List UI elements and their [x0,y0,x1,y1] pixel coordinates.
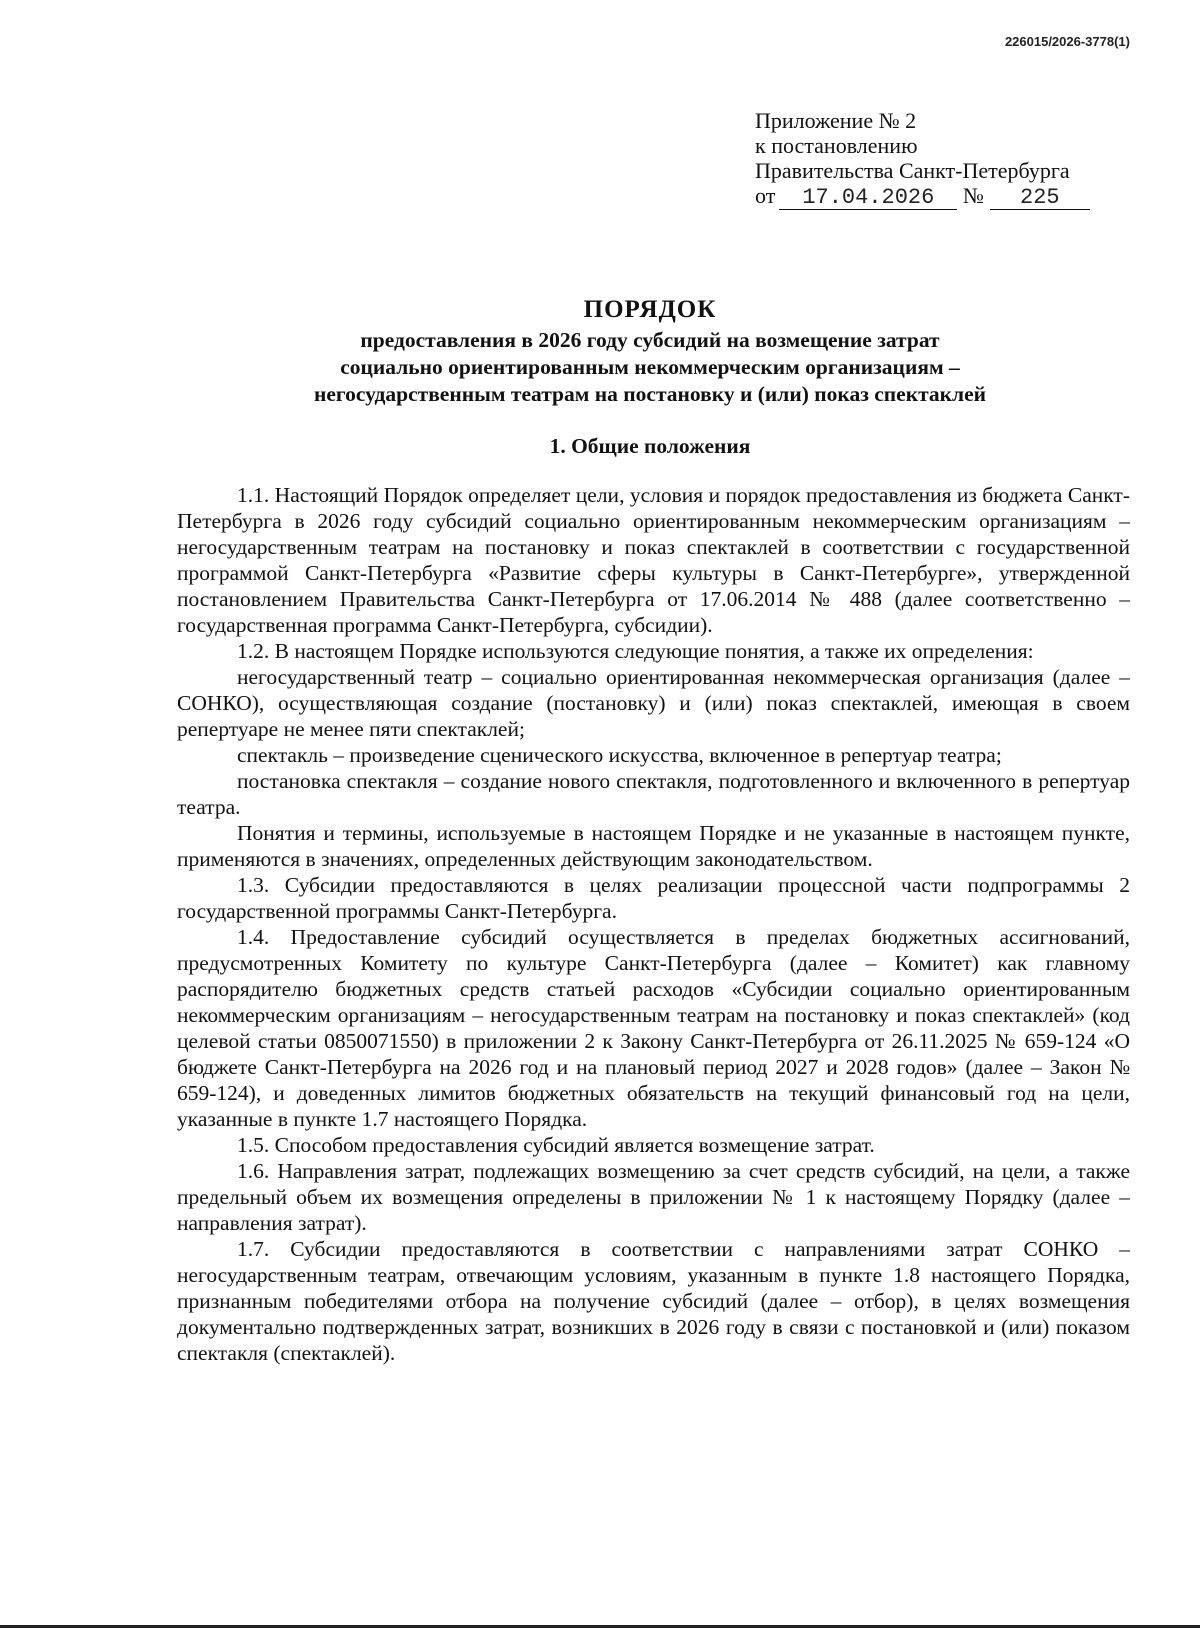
subtitle-line-3: негосударственным театрам на постановку и (или) показ спектаклей [313,382,987,406]
paragraph-terms: Понятия и термины, используемые в настоящем Порядке и не указанные в настоящем пункте, применяются в значениях, определенных действующим законодательством. [177,821,1130,871]
definition-performance: спектакль – произведение сценического искусства, включенное в репертуар театра; [237,743,1002,767]
subtitle-line-1: предоставления в 2026 году субсидий на возмещение затрат [360,328,940,352]
document-title: ПОРЯДОК [583,296,717,323]
paragraph-1-4: 1.4. Предоставление субсидий осуществляется в пределах бюджетных ассигнований, предусмотренных Комитету по культуре Санкт-Петербурга (далее – Комитет) как главному распорядителю бюджетных средств статьей расходов «Субсидии социально ориентированным некоммерческим организациям – негосударственным театрам на постановку и показ спектаклей» (код целевой статьи 0850071550) в приложении 2 к Закону Санкт-Петербурга от 26.11.2025 № 659-124 «О бюджете Санкт-Петербурга на 2026 год и на плановый период 2027 и 2028 годов» (далее – Закон № 659-124), и доведенных лимитов бюджетных обязательств на текущий финансовый год на цели, указанные в пункте 1.7 настоящего Порядка. [177,925,1130,1131]
definition-theatre: негосударственный театр – социально ориентированная некоммерческая организация (далее – СОНКО), осуществляющая создание (постановку) и (или) показ спектаклей, имеющая в своем репертуаре не менее пяти спектаклей; [177,665,1130,741]
document-body [177,482,1130,1366]
section-heading: 1. Общие положения [549,434,751,458]
paragraph-1-2: 1.2. В настоящем Порядке используются следующие понятия, а также их определения: [237,639,1034,663]
appendix-line-2: к постановлению [755,133,918,158]
subtitle-line-2: социально ориентированным некоммерческим организациям – [340,355,960,379]
resolution-number: 225 [990,187,1090,210]
definition-staging: постановка спектакля – создание нового спектакля, подготовленного и включенного в репертуар театра. [177,769,1130,819]
paragraph-1-7: 1.7. Субсидии предоставляются в соответствии с направлениями затрат СОНКО – негосударственным театрам, отвечающим условиям, указанным в пункте 1.8 настоящего Порядка, признанным победителями отбора на получение субсидий (далее – отбор), в целях возмещения документально подтвержденных затрат, возникших в 2026 году в связи с постановкой и (или) показом спектакля (спектаклей). [177,1237,1130,1365]
appendix-line-1: Приложение № 2 [755,108,917,133]
paragraph-1-6: 1.6. Направления затрат, подлежащих возмещению за счет средств субсидий, на цели, а также предельный объем их возмещения определены в приложении № 1 к настоящему Порядку (далее – направления затрат). [177,1159,1130,1235]
paragraph-1-5: 1.5. Способом предоставления субсидий является возмещение затрат. [237,1133,875,1157]
from-label: от [755,183,776,208]
paragraph-1-3: 1.3. Субсидии предоставляются в целях реализации процессной части подпрограммы 2 государственной программы Санкт-Петербурга. [177,873,1130,923]
registration-stamp: 226015/2026-3778(1) [1004,34,1130,49]
appendix-header [755,108,1090,210]
resolution-date: 17.04.2026 [779,187,957,210]
appendix-line-3: Правительства Санкт-Петербурга [755,158,1070,183]
appendix-date-line [755,183,1090,210]
paragraph-1-1: 1.1. Настоящий Порядок определяет цели, условия и порядок предоставления из бюджета Санкт-Петербурга в 2026 году субсидий социально ориентированным некоммерческим организациям – негосударственным театрам на постановку и показ спектаклей в соответствии с государственной программой Санкт-Петербурга «Развитие сферы культуры в Санкт-Петербурге», утвержденной постановлением Правительства Санкт-Петербурга от 17.06.2014 № 488 (далее соответственно – государственная программа Санкт-Петербурга, субсидии). [177,483,1130,637]
number-label: № [962,183,984,208]
title-block [170,293,1130,459]
